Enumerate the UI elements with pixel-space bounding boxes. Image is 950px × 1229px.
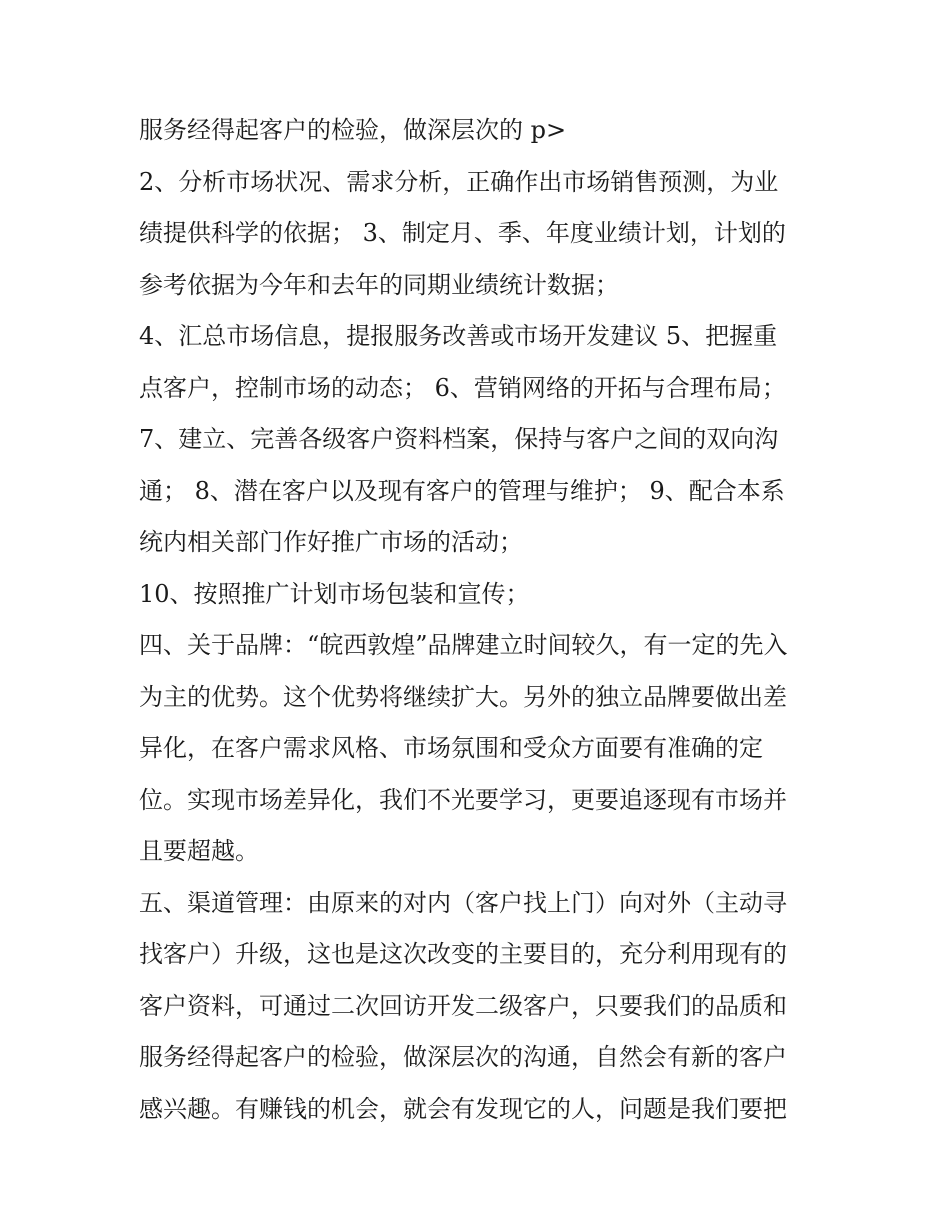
text-line: 服务经得起客户的检验，做深层次的沟通，自然会有新的客户 [139, 1043, 787, 1071]
text-line: 服务经得起客户的检验，做深层次的 p> [139, 116, 567, 144]
text-line: 且要超越。 [139, 837, 259, 865]
text-line: 参考依据为今年和去年的同期业绩统计数据； [139, 270, 619, 299]
text-line: 找客户）升级，这也是这次改变的主要目的，充分利用现有的 [139, 940, 787, 968]
text-line: 感兴趣。有赚钱的机会，就会有发现它的人，问题是我们要把 [139, 1094, 787, 1123]
text-line: 客户资料，可通过二次回访开发二级客户，只要我们的品质和 [139, 991, 787, 1020]
text-line: 点客户，控制市场的动态； 6、营销网络的开拓与合理布局； [139, 373, 786, 402]
text-line: 统内相关部门作好推广市场的活动； [139, 528, 523, 556]
text-line: 四、关于品牌：“皖西敦煌”品牌建立时间较久，有一定的先入 [139, 631, 788, 659]
text-line: 为主的优势。这个优势将继续扩大。另外的独立品牌要做出差 [139, 682, 787, 711]
text-line: 7、建立、完善各级客户资料档案，保持与客户之间的双向沟 [139, 425, 779, 453]
text-line: 2、分析市场状况、需求分析，正确作出市场销售预测，为业 [139, 167, 779, 196]
text-line: 绩提供科学的依据； 3、制定月、季、年度业绩计划，计划的 [139, 219, 786, 247]
text-line: 通； 8、潜在客户以及现有客户的管理与维护； 9、配合本系 [139, 476, 785, 505]
text-line: 10、按照推广计划市场包装和宣传； [139, 579, 530, 608]
document-body [139, 105, 819, 1135]
text-line: 异化，在客户需求风格、市场氛围和受众方面要有准确的定 [139, 734, 763, 762]
text-line: 4、汇总市场信息，提报服务改善或市场开发建议 5、把握重 [139, 322, 778, 350]
text-line: 五、渠道管理：由原来的对内（客户找上门）向对外（主动寻 [139, 888, 787, 917]
text-line: 位。实现市场差异化，我们不光要学习，更要追逐现有市场并 [139, 785, 787, 814]
